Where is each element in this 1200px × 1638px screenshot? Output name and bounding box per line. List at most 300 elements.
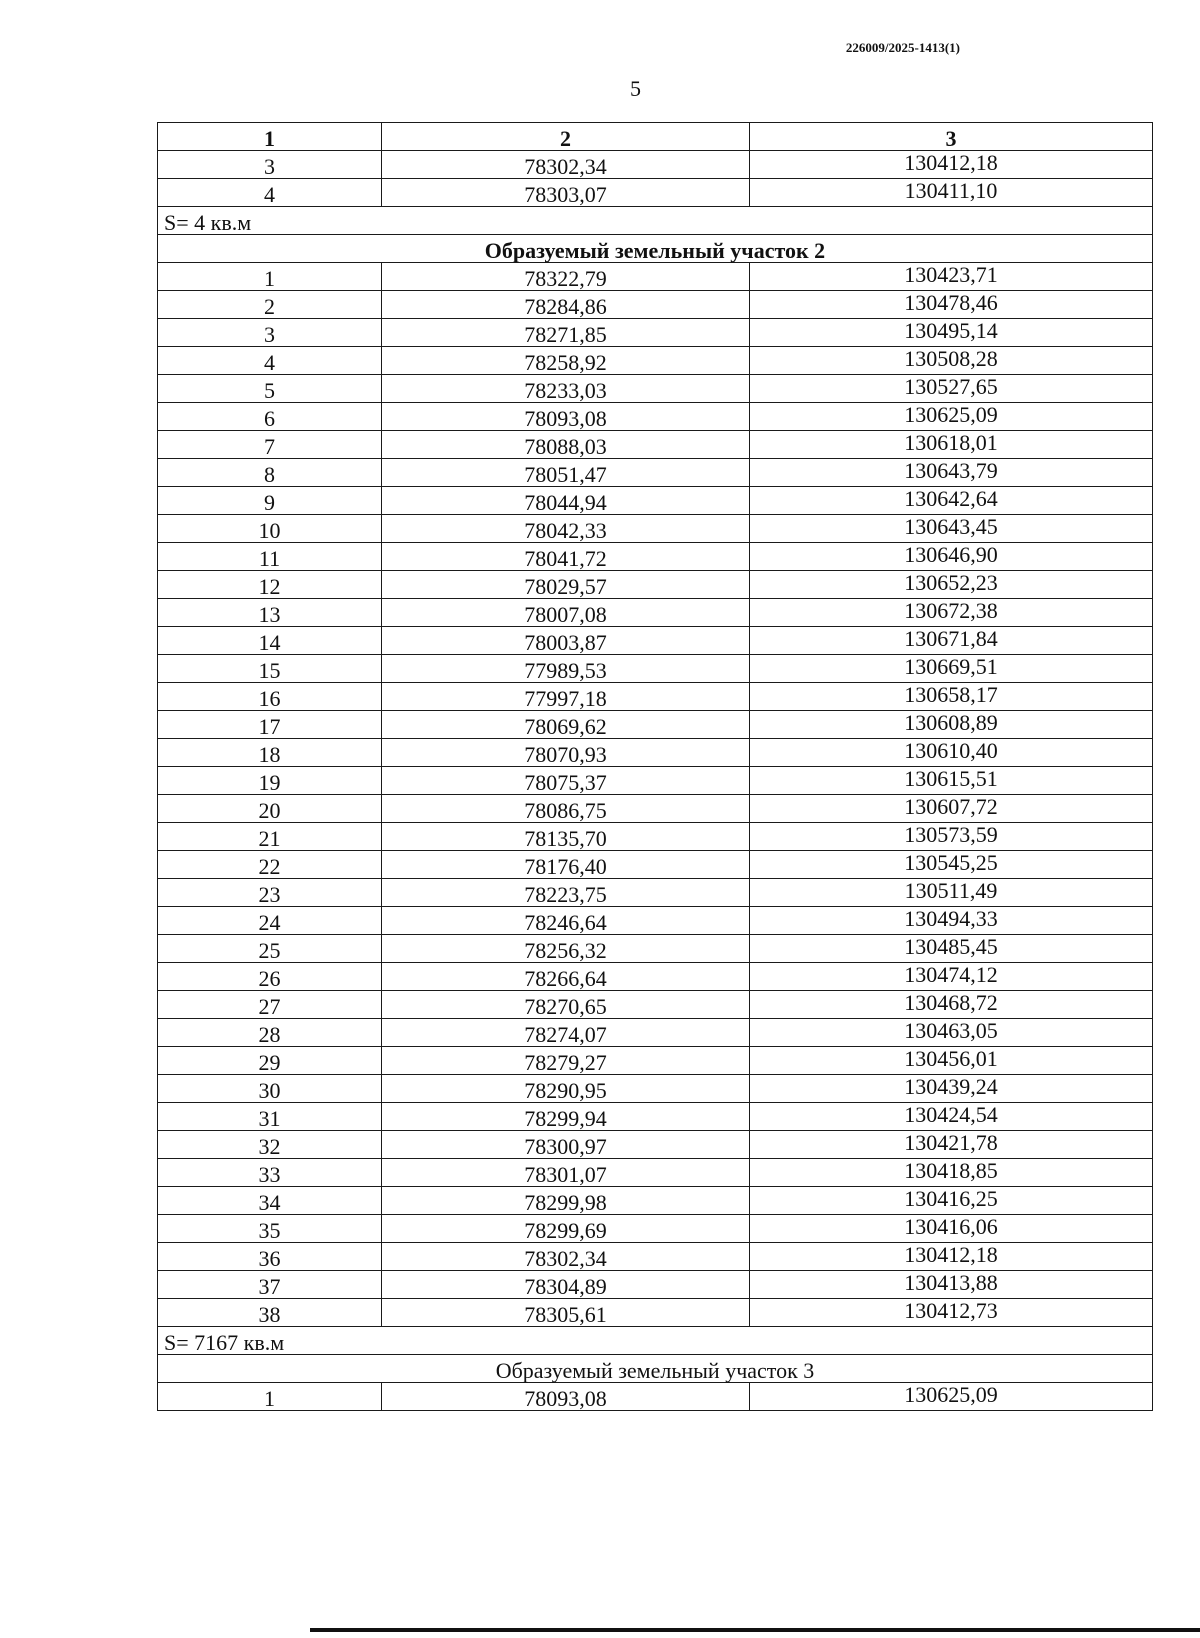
x-coordinate-cell [382, 151, 750, 179]
y-coordinate: 130424,54 [904, 1102, 998, 1127]
y-coordinate: 130416,06 [904, 1214, 998, 1239]
table-row [158, 1243, 1153, 1271]
x-coordinate-cell [382, 1299, 750, 1327]
table-row [158, 291, 1153, 319]
y-coordinate: 130643,45 [904, 514, 998, 539]
table-header-row [158, 123, 1153, 151]
table-row [158, 1159, 1153, 1187]
x-coordinate: 78274,07 [524, 1022, 607, 1047]
y-coordinate: 130642,64 [904, 486, 998, 511]
y-coordinate-cell [750, 767, 1153, 795]
x-coordinate: 78284,86 [524, 294, 607, 319]
point-number: 15 [258, 658, 281, 683]
y-coordinate-cell [750, 487, 1153, 515]
point-number: 3 [264, 154, 275, 179]
point-number: 38 [258, 1302, 281, 1327]
point-number: 33 [258, 1162, 281, 1187]
point-number: 12 [258, 574, 281, 599]
coordinates-table [157, 122, 1153, 1411]
y-coordinate-cell [750, 571, 1153, 599]
x-coordinate-cell [382, 263, 750, 291]
table-row [158, 795, 1153, 823]
table-row [158, 1019, 1153, 1047]
table-row [158, 599, 1153, 627]
point-number-cell [158, 711, 382, 739]
point-number-cell [158, 991, 382, 1019]
table-row [158, 403, 1153, 431]
table-row [158, 1271, 1153, 1299]
point-number: 29 [258, 1050, 281, 1075]
table-row [158, 711, 1153, 739]
x-coordinate-cell [382, 935, 750, 963]
y-coordinate-cell [750, 627, 1153, 655]
x-coordinate: 78088,03 [524, 434, 607, 459]
point-number: 8 [264, 462, 275, 487]
table-row [158, 1187, 1153, 1215]
y-coordinate: 130618,01 [904, 430, 998, 455]
y-coordinate-cell [750, 403, 1153, 431]
section-title: Образуемый земельный участок 2 [158, 235, 1153, 263]
y-coordinate: 130643,79 [904, 458, 998, 483]
x-coordinate: 78086,75 [524, 798, 607, 823]
x-coordinate-cell [382, 1271, 750, 1299]
point-number: 37 [258, 1274, 281, 1299]
point-number-cell [158, 1187, 382, 1215]
y-coordinate: 130413,88 [904, 1270, 998, 1295]
point-number-cell [158, 879, 382, 907]
y-coordinate: 130456,01 [904, 1046, 998, 1071]
table-row [158, 935, 1153, 963]
point-number-cell [158, 795, 382, 823]
point-number: 30 [258, 1078, 281, 1103]
section-title-row [158, 1355, 1153, 1383]
y-coordinate: 130485,45 [904, 934, 998, 959]
y-coordinate: 130652,23 [904, 570, 998, 595]
y-coordinate-cell [750, 1187, 1153, 1215]
y-coordinate: 130468,72 [904, 990, 998, 1015]
point-number-cell [158, 627, 382, 655]
x-coordinate: 78007,08 [524, 602, 607, 627]
coordinates-table-body [158, 123, 1153, 1411]
x-coordinate-cell [382, 1159, 750, 1187]
table-row [158, 151, 1153, 179]
point-number: 10 [258, 518, 281, 543]
y-coordinate-cell [750, 179, 1153, 207]
point-number-cell [158, 1159, 382, 1187]
area-label: S= 4 кв.м [158, 207, 1153, 235]
y-coordinate: 130625,09 [904, 1382, 998, 1407]
point-number: 9 [264, 490, 275, 515]
x-coordinate-cell [382, 1131, 750, 1159]
y-coordinate-cell [750, 1131, 1153, 1159]
x-coordinate: 78044,94 [524, 490, 607, 515]
y-coordinate: 130615,51 [904, 766, 998, 791]
point-number: 16 [258, 686, 281, 711]
point-number-cell [158, 487, 382, 515]
y-coordinate-cell [750, 1215, 1153, 1243]
table-row [158, 879, 1153, 907]
point-number: 32 [258, 1134, 281, 1159]
x-coordinate-cell [382, 543, 750, 571]
x-coordinate: 78093,08 [524, 406, 607, 431]
y-coordinate: 130495,14 [904, 318, 998, 343]
point-number: 31 [258, 1106, 281, 1131]
x-coordinate: 78279,27 [524, 1050, 607, 1075]
y-coordinate: 130463,05 [904, 1018, 998, 1043]
x-coordinate-cell [382, 1075, 750, 1103]
x-coordinate-cell [382, 599, 750, 627]
x-coordinate-cell [382, 571, 750, 599]
area-label-row [158, 1327, 1153, 1355]
y-coordinate: 130671,84 [904, 626, 998, 651]
y-coordinate: 130411,10 [904, 178, 998, 203]
x-coordinate: 78300,97 [524, 1134, 607, 1159]
point-number-cell [158, 319, 382, 347]
table-row [158, 683, 1153, 711]
x-coordinate: 78266,64 [524, 966, 607, 991]
point-number-cell [158, 179, 382, 207]
point-number-cell [158, 543, 382, 571]
point-number: 25 [258, 938, 281, 963]
y-coordinate-cell [750, 963, 1153, 991]
column-header-2: 2 [382, 123, 750, 151]
point-number: 26 [258, 966, 281, 991]
y-coordinate-cell [750, 935, 1153, 963]
table-row [158, 515, 1153, 543]
point-number-cell [158, 263, 382, 291]
x-coordinate: 78069,62 [524, 714, 607, 739]
x-coordinate-cell [382, 487, 750, 515]
x-coordinate-cell [382, 711, 750, 739]
point-number-cell [158, 1103, 382, 1131]
point-number: 4 [264, 182, 275, 207]
table-row [158, 991, 1153, 1019]
x-coordinate: 78299,69 [524, 1218, 607, 1243]
point-number: 36 [258, 1246, 281, 1271]
point-number: 35 [258, 1218, 281, 1243]
x-coordinate-cell [382, 879, 750, 907]
x-coordinate-cell [382, 795, 750, 823]
y-coordinate-cell [750, 1299, 1153, 1327]
table-row [158, 347, 1153, 375]
y-coordinate-cell [750, 431, 1153, 459]
y-coordinate-cell [750, 1103, 1153, 1131]
point-number-cell [158, 459, 382, 487]
y-coordinate: 130625,09 [904, 402, 998, 427]
y-coordinate-cell [750, 543, 1153, 571]
table-row [158, 1047, 1153, 1075]
point-number-cell [158, 655, 382, 683]
x-coordinate: 78003,87 [524, 630, 607, 655]
y-coordinate: 130646,90 [904, 542, 998, 567]
x-coordinate: 78302,34 [524, 1246, 607, 1271]
x-coordinate-cell [382, 963, 750, 991]
point-number-cell [158, 151, 382, 179]
point-number: 19 [258, 770, 281, 795]
x-coordinate-cell [382, 319, 750, 347]
point-number-cell [158, 1299, 382, 1327]
point-number-cell [158, 1075, 382, 1103]
y-coordinate-cell [750, 459, 1153, 487]
point-number: 21 [258, 826, 281, 851]
table-row [158, 487, 1153, 515]
y-coordinate: 130608,89 [904, 710, 998, 735]
y-coordinate: 130412,18 [904, 150, 998, 175]
x-coordinate: 78223,75 [524, 882, 607, 907]
y-coordinate-cell [750, 515, 1153, 543]
table-row [158, 767, 1153, 795]
table-row [158, 655, 1153, 683]
y-coordinate-cell [750, 683, 1153, 711]
x-coordinate: 78233,03 [524, 378, 607, 403]
point-number-cell [158, 1047, 382, 1075]
x-coordinate-cell [382, 767, 750, 795]
point-number: 22 [258, 854, 281, 879]
y-coordinate-cell [750, 375, 1153, 403]
y-coordinate: 130658,17 [904, 682, 998, 707]
x-coordinate-cell [382, 1243, 750, 1271]
x-coordinate: 78135,70 [524, 826, 607, 851]
y-coordinate: 130418,85 [904, 1158, 998, 1183]
y-coordinate: 130439,24 [904, 1074, 998, 1099]
point-number: 20 [258, 798, 281, 823]
y-coordinate-cell [750, 907, 1153, 935]
y-coordinate: 130545,25 [904, 850, 998, 875]
y-coordinate: 130508,28 [904, 346, 998, 371]
table-row [158, 459, 1153, 487]
footer-line [310, 1628, 1200, 1632]
x-coordinate-cell [382, 1103, 750, 1131]
point-number: 27 [258, 994, 281, 1019]
point-number: 24 [258, 910, 281, 935]
x-coordinate: 78176,40 [524, 854, 607, 879]
y-coordinate-cell [750, 823, 1153, 851]
x-coordinate: 78322,79 [524, 266, 607, 291]
y-coordinate-cell [750, 1271, 1153, 1299]
point-number: 1 [264, 1386, 275, 1411]
table-row [158, 319, 1153, 347]
point-number-cell [158, 403, 382, 431]
y-coordinate-cell [750, 291, 1153, 319]
y-coordinate-cell [750, 347, 1153, 375]
y-coordinate-cell [750, 851, 1153, 879]
y-coordinate: 130610,40 [904, 738, 998, 763]
y-coordinate-cell [750, 1047, 1153, 1075]
x-coordinate-cell [382, 655, 750, 683]
x-coordinate-cell [382, 347, 750, 375]
y-coordinate: 130416,25 [904, 1186, 998, 1211]
x-coordinate: 77997,18 [524, 686, 607, 711]
x-coordinate-cell [382, 683, 750, 711]
x-coordinate: 78042,33 [524, 518, 607, 543]
x-coordinate: 78246,64 [524, 910, 607, 935]
point-number: 34 [258, 1190, 281, 1215]
table-row [158, 571, 1153, 599]
y-coordinate-cell [750, 1243, 1153, 1271]
point-number: 3 [264, 322, 275, 347]
column-header-1: 1 [158, 123, 382, 151]
point-number-cell [158, 963, 382, 991]
x-coordinate-cell [382, 459, 750, 487]
point-number-cell [158, 907, 382, 935]
table-row [158, 431, 1153, 459]
y-coordinate-cell [750, 1383, 1153, 1411]
point-number-cell [158, 1131, 382, 1159]
x-coordinate-cell [382, 291, 750, 319]
table-row [158, 179, 1153, 207]
x-coordinate: 78299,94 [524, 1106, 607, 1131]
x-coordinate-cell [382, 851, 750, 879]
x-coordinate-cell [382, 823, 750, 851]
point-number-cell [158, 683, 382, 711]
area-label-row [158, 207, 1153, 235]
x-coordinate: 78270,65 [524, 994, 607, 1019]
x-coordinate-cell [382, 1019, 750, 1047]
y-coordinate-cell [750, 1019, 1153, 1047]
y-coordinate-cell [750, 655, 1153, 683]
x-coordinate-cell [382, 627, 750, 655]
point-number-cell [158, 823, 382, 851]
point-number: 14 [258, 630, 281, 655]
point-number: 17 [258, 714, 281, 739]
x-coordinate: 78051,47 [524, 462, 607, 487]
point-number: 11 [258, 546, 281, 571]
point-number: 13 [258, 602, 281, 627]
y-coordinate: 130607,72 [904, 794, 998, 819]
x-coordinate: 78070,93 [524, 742, 607, 767]
x-coordinate: 78303,07 [524, 182, 607, 207]
y-coordinate-cell [750, 151, 1153, 179]
y-coordinate: 130421,78 [904, 1130, 998, 1155]
x-coordinate: 78304,89 [524, 1274, 607, 1299]
point-number-cell [158, 571, 382, 599]
x-coordinate: 78305,61 [524, 1302, 607, 1327]
x-coordinate: 78301,07 [524, 1162, 607, 1187]
point-number: 1 [264, 266, 275, 291]
x-coordinate: 78041,72 [524, 546, 607, 571]
x-coordinate-cell [382, 1187, 750, 1215]
point-number: 7 [264, 434, 275, 459]
y-coordinate: 130423,71 [904, 262, 998, 287]
x-coordinate: 78290,95 [524, 1078, 607, 1103]
y-coordinate-cell [750, 319, 1153, 347]
point-number: 18 [258, 742, 281, 767]
area-label: S= 7167 кв.м [158, 1327, 1153, 1355]
y-coordinate-cell [750, 991, 1153, 1019]
y-coordinate-cell [750, 795, 1153, 823]
table-row [158, 263, 1153, 291]
point-number: 5 [264, 378, 275, 403]
column-header-3: 3 [750, 123, 1153, 151]
y-coordinate: 130511,49 [904, 878, 998, 903]
x-coordinate-cell [382, 991, 750, 1019]
document-number: 226009/2025-1413(1) [845, 40, 960, 55]
point-number-cell [158, 935, 382, 963]
table-row [158, 375, 1153, 403]
table-row [158, 1131, 1153, 1159]
point-number-cell [158, 515, 382, 543]
table-row [158, 907, 1153, 935]
table-row [158, 1299, 1153, 1327]
table-row [158, 851, 1153, 879]
y-coordinate: 130478,46 [904, 290, 998, 315]
table-row [158, 627, 1153, 655]
y-coordinate-cell [750, 879, 1153, 907]
y-coordinate-cell [750, 599, 1153, 627]
table-row [158, 1075, 1153, 1103]
x-coordinate-cell [382, 431, 750, 459]
x-coordinate-cell [382, 1215, 750, 1243]
page-number: 5 [630, 76, 641, 101]
x-coordinate-cell [382, 179, 750, 207]
x-coordinate: 77989,53 [524, 658, 607, 683]
x-coordinate-cell [382, 1383, 750, 1411]
table-row [158, 1383, 1153, 1411]
point-number-cell [158, 767, 382, 795]
y-coordinate: 130494,33 [904, 906, 998, 931]
point-number: 4 [264, 350, 275, 375]
y-coordinate-cell [750, 711, 1153, 739]
x-coordinate-cell [382, 403, 750, 431]
point-number-cell [158, 291, 382, 319]
point-number-cell [158, 599, 382, 627]
x-coordinate-cell [382, 375, 750, 403]
y-coordinate-cell [750, 1159, 1153, 1187]
table-row [158, 823, 1153, 851]
y-coordinate-cell [750, 739, 1153, 767]
x-coordinate-cell [382, 515, 750, 543]
point-number: 23 [258, 882, 281, 907]
y-coordinate: 130672,38 [904, 598, 998, 623]
point-number-cell [158, 1383, 382, 1411]
x-coordinate: 78256,32 [524, 938, 607, 963]
section-title-row [158, 235, 1153, 263]
y-coordinate-cell [750, 1075, 1153, 1103]
table-row [158, 1103, 1153, 1131]
point-number-cell [158, 1215, 382, 1243]
point-number-cell [158, 347, 382, 375]
point-number: 6 [264, 406, 275, 431]
y-coordinate: 130412,73 [904, 1298, 998, 1323]
table-row [158, 1215, 1153, 1243]
table-row [158, 543, 1153, 571]
point-number-cell [158, 1243, 382, 1271]
table-row [158, 963, 1153, 991]
y-coordinate-cell [750, 263, 1153, 291]
table-row [158, 739, 1153, 767]
point-number-cell [158, 375, 382, 403]
x-coordinate: 78258,92 [524, 350, 607, 375]
y-coordinate: 130527,65 [904, 374, 998, 399]
y-coordinate: 130573,59 [904, 822, 998, 847]
point-number-cell [158, 851, 382, 879]
point-number-cell [158, 431, 382, 459]
x-coordinate-cell [382, 907, 750, 935]
x-coordinate: 78299,98 [524, 1190, 607, 1215]
point-number: 2 [264, 294, 275, 319]
section-title: Образуемый земельный участок 3 [158, 1355, 1153, 1383]
point-number: 28 [258, 1022, 281, 1047]
y-coordinate: 130474,12 [904, 962, 998, 987]
x-coordinate-cell [382, 739, 750, 767]
x-coordinate: 78271,85 [524, 322, 607, 347]
x-coordinate-cell [382, 1047, 750, 1075]
x-coordinate: 78075,37 [524, 770, 607, 795]
y-coordinate: 130669,51 [904, 654, 998, 679]
x-coordinate: 78029,57 [524, 574, 607, 599]
point-number-cell [158, 1019, 382, 1047]
y-coordinate: 130412,18 [904, 1242, 998, 1267]
